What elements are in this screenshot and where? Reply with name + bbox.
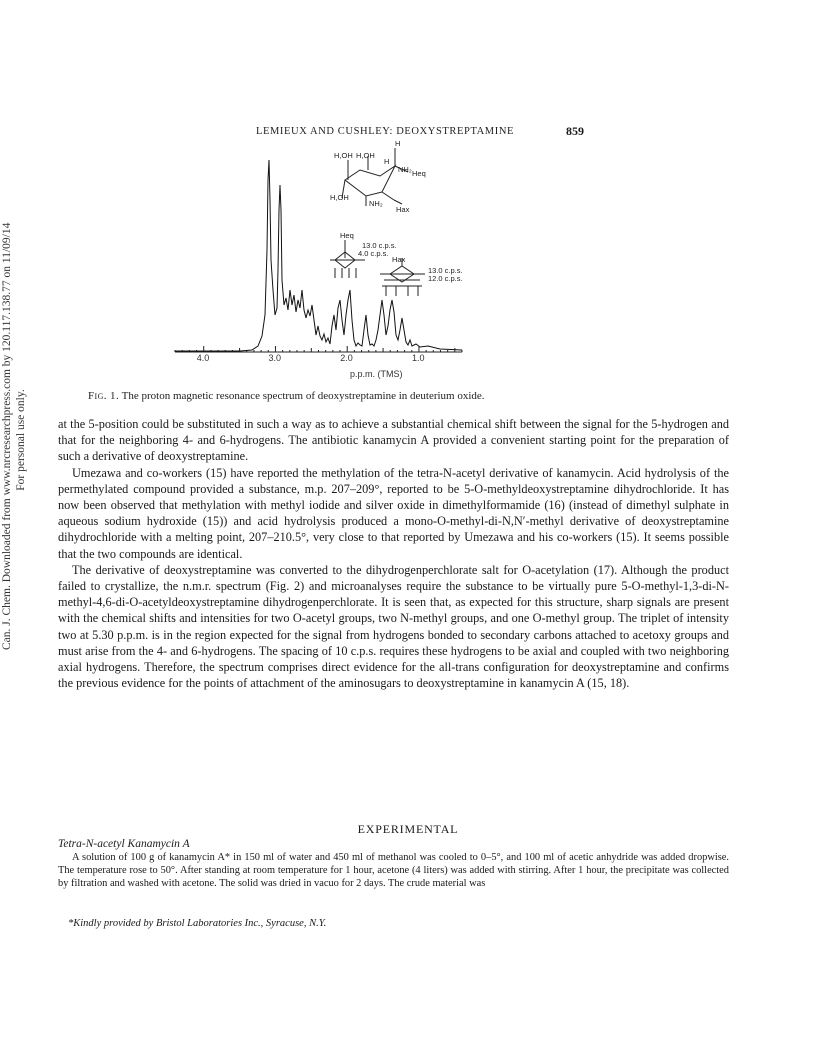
figure-annotation: Heq: [412, 169, 426, 178]
running-title: LEMIEUX AND CUSHLEY: DEOXYSTREPTAMINE: [255, 126, 515, 137]
figure-caption: [88, 390, 728, 402]
tick-label: 3.0: [268, 353, 281, 363]
figure-annotation: 4.0 c.p.s.: [358, 249, 389, 258]
experimental-paragraph: A solution of 100 g of kanamycin A* in 150 ml of water and 450 ml of methanol was cooled to 0–5°, and 100 ml of acetic anhydride was added dropwise. The temperature rose to 50°. After standing at room temperature for 1 hour, acetone (4 liters) was added with stirring. After 1 hour, the precipitate was collected by filtration and washed with acetone. The solid was dried in vacuo for 2 days. The crude material was: [58, 852, 729, 889]
figure-annotations: [330, 140, 463, 283]
figure-annotation: H,OH: [330, 193, 349, 202]
figure-annotation: 12.0 c.p.s.: [428, 274, 463, 283]
footnote: *Kindly provided by Bristol Laboratories Inc., Syracuse, N.Y.: [68, 918, 327, 929]
page-number: 859: [566, 124, 584, 138]
watermark-line-1: Can. J. Chem. Downloaded from www.nrcresearchpress.com by 120.117.138.77 on 11/09/14: [1, 222, 13, 650]
watermark-line-2: For personal use only.: [15, 389, 27, 491]
figure-annotation: H,OH: [334, 151, 353, 160]
splitting-diagram-left: [330, 240, 365, 278]
nmr-figure: [170, 140, 470, 385]
section-heading: EXPERIMENTAL: [357, 822, 459, 836]
experimental-text: [58, 852, 729, 890]
figure-annotation: H: [395, 140, 401, 148]
figure-annotation: Hax: [392, 255, 406, 264]
tick-label: 4.0: [196, 353, 210, 363]
figure-annotation: H: [384, 157, 390, 166]
nmr-spectrum-plot: [170, 140, 470, 365]
tick-label: 2.0: [340, 353, 353, 363]
tick-label: 1.0: [411, 353, 425, 363]
spectrum-trace: [175, 160, 462, 351]
figure-annotation: NH₂: [398, 165, 412, 174]
figure-annotation: Hax: [396, 205, 410, 214]
caption-prefix: Fig. 1.: [88, 390, 120, 402]
x-axis-label: p.p.m. (TMS): [350, 369, 403, 379]
figure-annotation: NH₂: [369, 199, 383, 208]
body-text: [58, 416, 729, 691]
figure-annotation: H,OH: [356, 151, 375, 160]
figure-annotation: Heq: [340, 231, 354, 240]
figure-annotation: 13.0 c.p.s.: [362, 241, 397, 250]
caption-text: The proton magnetic resonance spectrum of deoxystreptamine in deuterium oxide.: [121, 390, 485, 402]
paragraph-1: at the 5-position could be substituted in such a way as to achieve a substantial chemical shift between the signal for the 5-hydrogen and that for the neighboring 4- and 6-hydrogens. The antibiotic kanamycin A provided a convenient starting point for the preparation of such a derivative of deoxystreptamine.: [58, 417, 729, 464]
paragraph-2: Umezawa and co-workers (15) have reported the methylation of the tetra-N-acetyl derivative of kanamycin. Acid hydrolysis of the permethylated compound provided a substance, m.p. 207–209°, reported to be 5-O-methyldeoxystreptamine dihydrochloride. It has now been observed that methylation with methyl iodide and silver oxide in dimethylformamide (16) (instead of dimethyl sulphate in aqueous sodium hydroxide (15)) and acid hydrolysis produced a mono-O-methyl-di-N,N′-methyl derivative of deoxystreptamine dihydrochloride with a melting point, 207–210.5°, very close to that reported by Umezawa and his co-workers (15). It seems possible that the two compounds are identical.: [58, 465, 729, 561]
paragraph-3: The derivative of deoxystreptamine was converted to the dihydrogenperchlorate salt for O-acetylation (17). Although the product failed to crystallize, the n.m.r. spectrum (Fig. 2) and microanalyses require the substance to be virtually pure 5-O-methyl-1,3-di-N-methyl-4,6-di-O-acetyldeoxystreptamine dihydrogenperchlorate. It is seen that, as expected for this structure, sharp signals are present with the chemical shifts and intensities for two O-acetyl groups, two N-methyl groups, and one O-methyl group. The triplet of intensity two at 5.30 p.p.m. is in the region expected for the signal from hydrogens bonded to secondary carbons attached to acetoxy groups and must arise from the 4- and 6-hydrogens. The spacing of 10 c.p.s. requires these hydrogens to be axial and coupled with two neighboring axial hydrogens. Therefore, the spectrum comprises direct evidence for the all-trans configuration for deoxystreptamine and confirms the previous evidence for the points of attachment of the aminosugars to deoxystreptamine in kanamycin A (15, 18).: [58, 562, 729, 691]
subsection-heading: Tetra-N-acetyl Kanamycin A: [58, 838, 190, 850]
figure-annotation: 13.0 c.p.s.: [428, 266, 463, 275]
download-watermark: [0, 222, 28, 650]
